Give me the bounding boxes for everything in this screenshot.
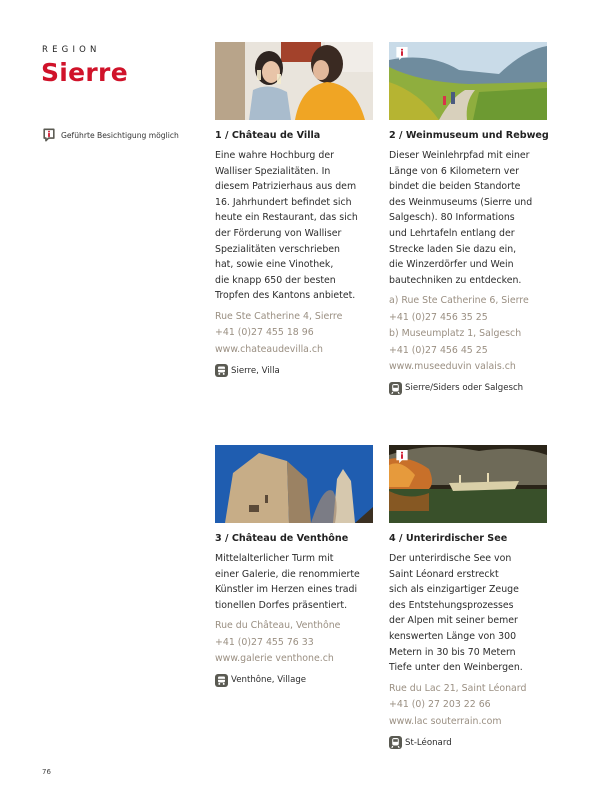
desc-line: einer Galerie, die renommierte	[215, 568, 360, 580]
train-icon	[389, 382, 402, 395]
desc-line: sich als einzigartiger Zeuge	[389, 584, 519, 596]
legend-label: Geführte Besichtigung möglich	[61, 130, 179, 140]
desc-line: Tropfen des Kantons anbietet.	[215, 290, 356, 302]
address: b) Museumplatz 1, Salgesch	[389, 328, 522, 340]
card-contact	[389, 293, 549, 376]
transit-stop	[389, 382, 549, 395]
info-icon	[42, 128, 56, 142]
page-number: 76	[42, 768, 51, 776]
desc-line: Tiefe unter den Weinbergen.	[389, 662, 523, 674]
phone[interactable]: +41 (0)27 456 45 25	[389, 344, 488, 356]
desc-line: der Förderung von Walliser	[215, 227, 342, 239]
address: a) Rue Ste Catherine 6, Sierre	[389, 295, 529, 307]
desc-line: Mittelalterlicher Turm mit	[215, 553, 334, 564]
desc-line: Salgesch). 80 Informations	[389, 212, 515, 224]
website-link[interactable]: www.galerie venthone.ch	[215, 653, 334, 665]
desc-line: tionellen Dorfes präsentiert.	[215, 599, 348, 611]
transit-stop	[215, 674, 375, 687]
desc-line: Länge von 6 Kilometern ver	[389, 165, 519, 177]
guided-tour-legend	[42, 128, 179, 142]
desc-line: die Winzerdörfer und Wein	[389, 259, 514, 271]
bus-icon	[215, 364, 228, 377]
train-icon	[389, 736, 402, 749]
info-icon	[395, 46, 409, 61]
page-title: Sierre	[41, 58, 128, 87]
desc-line: kenswerten Länge von 300	[389, 630, 517, 642]
desc-line: Eine wahre Hochburg der	[215, 150, 334, 161]
address: Rue du Château, Venthône	[215, 620, 341, 632]
desc-line: Saint Léonard erstreckt	[389, 568, 499, 580]
transit-label: Venthône, Village	[231, 675, 307, 686]
photo-wine-tasting	[215, 42, 373, 120]
phone[interactable]: +41 (0)27 455 18 96	[215, 327, 314, 339]
desc-line: diesem Patrizierhaus aus dem	[215, 181, 357, 193]
desc-line: heute ein Restaurant, das sich	[215, 212, 358, 224]
info-icon	[395, 449, 409, 464]
card-description	[389, 148, 549, 288]
desc-line: Der unterirdische See von	[389, 553, 512, 564]
card-description	[215, 148, 375, 304]
website-link[interactable]: www.lac souterrain.com	[389, 715, 502, 727]
desc-line: Dieser Weinlehrpfad mit einer	[389, 150, 530, 161]
desc-line: hat, sowie eine Vinothek,	[215, 259, 334, 271]
phone[interactable]: +41 (0) 27 203 22 66	[389, 699, 491, 711]
desc-line: Walliser Spezialitäten. In	[215, 165, 331, 177]
transit-stop	[389, 736, 549, 749]
card-title: 1 / Château de Villa	[215, 130, 321, 141]
bus-icon	[215, 674, 228, 687]
desc-line: bautechniken zu entdecken.	[389, 274, 522, 286]
desc-line: des Weinmuseums (Sierre und	[389, 196, 533, 208]
card-chateau-de-venthone	[215, 445, 375, 687]
region-kicker: REGION	[42, 45, 101, 55]
website-link[interactable]: www.chateaudevilla.ch	[215, 343, 323, 355]
phone[interactable]: +41 (0)27 455 76 33	[215, 636, 314, 648]
desc-line: Metern in 30 bis 70 Metern	[389, 646, 516, 658]
address: Rue du Lac 21, Saint Léonard	[389, 682, 527, 694]
desc-line: Strecke laden Sie dazu ein,	[389, 243, 517, 255]
card-contact	[215, 618, 375, 668]
desc-line: Künstler im Herzen eines tradi	[215, 584, 358, 596]
desc-line: und Lehrtafeln entlang der	[389, 227, 515, 239]
card-weinmuseum	[389, 42, 549, 395]
transit-label: Sierre, Villa	[231, 365, 280, 376]
desc-line: der Alpen mit seiner bemer	[389, 615, 518, 627]
desc-line: Spezialitäten verschrieben	[215, 243, 340, 255]
desc-line: 16. Jahrhundert befindet sich	[215, 196, 352, 208]
card-title: 2 / Weinmuseum und Rebweg	[389, 130, 549, 141]
card-title: 3 / Château de Venthône	[215, 533, 349, 544]
card-contact	[215, 309, 375, 359]
desc-line: bindet die beiden Standorte	[389, 181, 521, 193]
address: Rue Ste Catherine 4, Sierre	[215, 310, 343, 322]
phone[interactable]: +41 (0)27 456 35 25	[389, 311, 488, 323]
transit-stop	[215, 364, 375, 377]
photo-tower	[215, 445, 373, 523]
card-description	[389, 551, 549, 676]
card-title: 4 / Unterirdischer See	[389, 533, 508, 544]
photo-underground-lake	[389, 445, 547, 523]
desc-line: die knapp 650 der besten	[215, 274, 336, 286]
photo-vineyard-path	[389, 42, 547, 120]
card-chateau-de-villa	[215, 42, 375, 377]
card-contact	[389, 681, 549, 731]
transit-label: Sierre/Siders oder Salgesch	[405, 383, 524, 394]
website-link[interactable]: www.museeduvin valais.ch	[389, 361, 516, 373]
transit-label: St-Léonard	[405, 737, 452, 748]
card-description	[215, 551, 375, 613]
card-unterirdischer-see	[389, 445, 549, 749]
desc-line: des Entstehungsprozesses	[389, 599, 514, 611]
